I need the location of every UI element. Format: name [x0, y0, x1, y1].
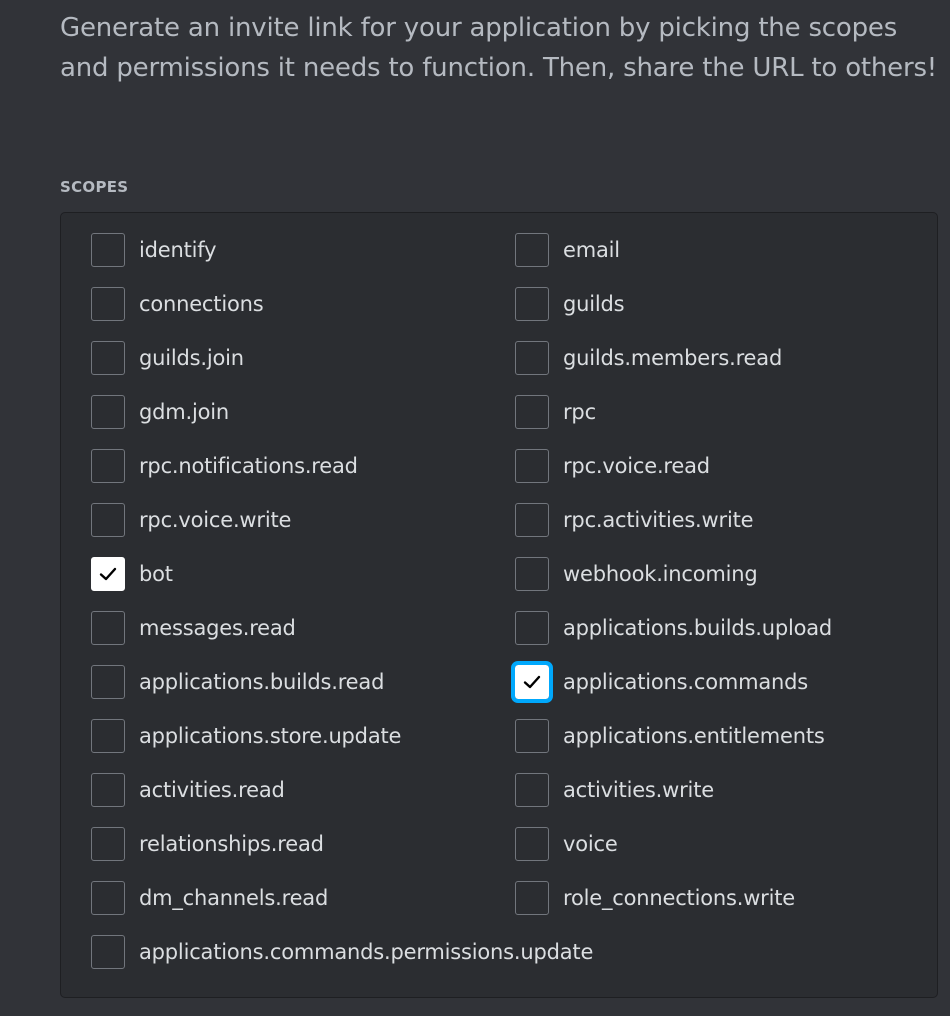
scope-checkbox[interactable] — [91, 881, 125, 915]
scope-rpc-activities-write[interactable] — [515, 501, 931, 539]
scope-label: applications.commands — [563, 670, 809, 694]
scope-checkbox[interactable] — [91, 503, 125, 537]
scope-voice[interactable] — [515, 825, 931, 863]
scope-label: guilds.members.read — [563, 346, 783, 370]
scopes-heading: SCOPES — [60, 178, 129, 196]
scope-label: rpc — [563, 400, 596, 424]
scope-label: messages.read — [139, 616, 296, 640]
checkmark-icon — [98, 564, 118, 584]
scopes-grid — [91, 231, 931, 987]
scope-checkbox[interactable] — [515, 287, 549, 321]
scope-label: activities.write — [563, 778, 714, 802]
scope-checkbox[interactable] — [515, 827, 549, 861]
scope-label: rpc.notifications.read — [139, 454, 358, 478]
scope-webhook-incoming[interactable] — [515, 555, 931, 593]
scope-activities-write[interactable] — [515, 771, 931, 809]
scope-checkbox[interactable] — [91, 287, 125, 321]
scope-checkbox[interactable] — [515, 665, 549, 699]
scope-checkbox[interactable] — [515, 773, 549, 807]
scope-applications-store-update[interactable] — [91, 717, 515, 755]
checkmark-icon — [522, 672, 542, 692]
scope-checkbox[interactable] — [91, 449, 125, 483]
scope-label: relationships.read — [139, 832, 324, 856]
scope-rpc[interactable] — [515, 393, 931, 431]
scope-identify[interactable] — [91, 231, 515, 269]
scope-guilds[interactable] — [515, 285, 931, 323]
scope-checkbox[interactable] — [515, 449, 549, 483]
scope-checkbox[interactable] — [515, 611, 549, 645]
scope-checkbox[interactable] — [91, 935, 125, 969]
scope-label: applications.builds.read — [139, 670, 385, 694]
scope-dm-channels-read[interactable] — [91, 879, 515, 917]
scope-relationships-read[interactable] — [91, 825, 515, 863]
scope-label: role_connections.write — [563, 886, 795, 910]
scope-label: rpc.activities.write — [563, 508, 754, 532]
scopes-panel — [60, 212, 938, 998]
scope-applications-builds-read[interactable] — [91, 663, 515, 701]
scope-checkbox[interactable] — [515, 503, 549, 537]
scope-checkbox[interactable] — [515, 233, 549, 267]
scope-checkbox[interactable] — [515, 341, 549, 375]
scope-applications-commands[interactable] — [515, 663, 931, 701]
scope-label: webhook.incoming — [563, 562, 758, 586]
scope-applications-builds-upload[interactable] — [515, 609, 931, 647]
scope-checkbox[interactable] — [91, 773, 125, 807]
scope-messages-read[interactable] — [91, 609, 515, 647]
scope-guilds-join[interactable] — [91, 339, 515, 377]
scope-label: guilds — [563, 292, 625, 316]
scope-checkbox[interactable] — [91, 719, 125, 753]
scope-label: dm_channels.read — [139, 886, 329, 910]
intro-text: Generate an invite link for your application by picking the scopes and permissions it needs to function. Then, share the URL to others! — [60, 13, 938, 83]
scope-checkbox[interactable] — [91, 395, 125, 429]
scope-label: email — [563, 238, 620, 262]
scope-checkbox[interactable] — [515, 395, 549, 429]
scope-guilds-members-read[interactable] — [515, 339, 931, 377]
scope-bot[interactable] — [91, 555, 515, 593]
scope-checkbox[interactable] — [91, 557, 125, 591]
scope-checkbox[interactable] — [91, 341, 125, 375]
scope-connections[interactable] — [91, 285, 515, 323]
scope-label: rpc.voice.read — [563, 454, 710, 478]
scope-rpc-notifications-read[interactable] — [91, 447, 515, 485]
scope-label: voice — [563, 832, 618, 856]
scope-checkbox[interactable] — [91, 665, 125, 699]
scope-checkbox[interactable] — [515, 557, 549, 591]
scope-label: applications.entitlements — [563, 724, 825, 748]
scope-checkbox[interactable] — [515, 881, 549, 915]
scope-applications-commands-permissions-update[interactable] — [91, 933, 931, 971]
scope-label: applications.builds.upload — [563, 616, 833, 640]
scope-label: gdm.join — [139, 400, 230, 424]
scope-label: identify — [139, 238, 217, 262]
scope-label: connections — [139, 292, 264, 316]
scope-applications-entitlements[interactable] — [515, 717, 931, 755]
scope-activities-read[interactable] — [91, 771, 515, 809]
scope-label: rpc.voice.write — [139, 508, 292, 532]
scope-checkbox[interactable] — [515, 719, 549, 753]
scope-email[interactable] — [515, 231, 931, 269]
scope-label: applications.store.update — [139, 724, 402, 748]
scope-label: bot — [139, 562, 173, 586]
scope-role-connections-write[interactable] — [515, 879, 931, 917]
scope-rpc-voice-write[interactable] — [91, 501, 515, 539]
scope-rpc-voice-read[interactable] — [515, 447, 931, 485]
scope-checkbox[interactable] — [91, 827, 125, 861]
scope-label: applications.commands.permissions.update — [139, 940, 594, 964]
scope-label: guilds.join — [139, 346, 244, 370]
scope-checkbox[interactable] — [91, 233, 125, 267]
scope-checkbox[interactable] — [91, 611, 125, 645]
scope-label: activities.read — [139, 778, 285, 802]
scope-gdm-join[interactable] — [91, 393, 515, 431]
